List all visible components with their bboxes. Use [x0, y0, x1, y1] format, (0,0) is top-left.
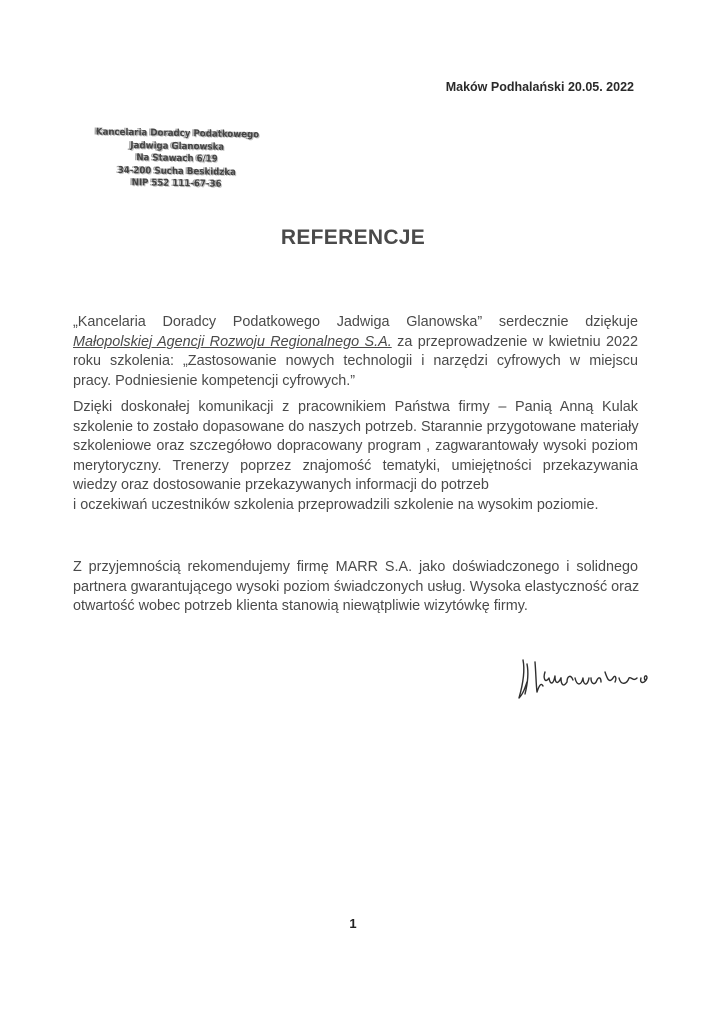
agency-name: Małopolskiej Agencji Rozwoju Regionalnego S.A. — [73, 333, 392, 350]
paragraph-line: pracy. Podniesienie kompetencji cyfrowych.” — [73, 372, 356, 389]
paragraph-communication — [73, 398, 638, 515]
document-title: REFERENCJE — [280, 226, 426, 249]
paragraph-thanks — [73, 313, 638, 391]
paragraph-line: „Kancelaria Doradcy Podatkowego Jadwiga Glanowska” serdecznie dziękuje — [73, 314, 638, 330]
paragraph-line: Dzięki doskonałej komunikacji z pracownikiem Państwa firmy – Panią Anną Kulak — [73, 399, 638, 415]
paragraph-line-rest: za przeprowadzenie w kwietniu 2022 — [397, 333, 638, 350]
paragraph-line: otwartość wobec potrzeb klienta stanowią niewątpliwie wizytówkę firmy. — [73, 598, 528, 614]
stamp-line-name: Jadwiga Glanowska — [130, 139, 225, 153]
stamp-line-street: Na Stawach 6/19 — [136, 152, 218, 165]
paragraph-line: szkoleniowe oraz szczegółowo dopracowany program , zagwarantowały wysoki poziom — [73, 438, 638, 454]
handwritten-signature — [515, 648, 665, 704]
paragraph-line: szkolenie to zostało dopasowane do naszych potrzeb. Starannie przygotowane materiały — [73, 418, 639, 435]
company-stamp — [81, 126, 272, 192]
paragraph-line — [73, 333, 638, 353]
paragraph-line: roku szkolenia: „Zastosowanie nowych technologii i narzędzi cyfrowych w miejscu — [73, 353, 638, 369]
paragraph-line: merytoryczny. Trenerzy poprzez znajomość tematyki, umiejętności przekazywania — [73, 457, 638, 474]
stamp-line-city: 34-200 Sucha Beskidzka — [117, 164, 236, 178]
stamp-line-nip: NIP 552 111-67-36 — [131, 177, 222, 191]
paragraph-line: i oczekiwań uczestników szkolenia przeprowadzili szkolenie na wysokim poziomie. — [73, 496, 599, 513]
paragraph-line: wiedzy oraz dostosowanie przekazywanych informacji do potrzeb — [73, 477, 489, 493]
paragraph-line: partnera gwarantującego wysoki poziom świadczonych usług. Wysoka elastyczność oraz — [73, 578, 640, 595]
paragraph-recommendation — [73, 558, 638, 617]
stamp-line-company: Kancelaria Doradcy Podatkowego — [95, 126, 260, 141]
paragraph-line: Z przyjemnością rekomendujemy firmę MARR S.A. jako doświadczonego i solidnego — [73, 559, 638, 575]
page-number: 1 — [349, 916, 357, 931]
place-and-date: Maków Podhalański 20.05. 2022 — [445, 80, 634, 94]
